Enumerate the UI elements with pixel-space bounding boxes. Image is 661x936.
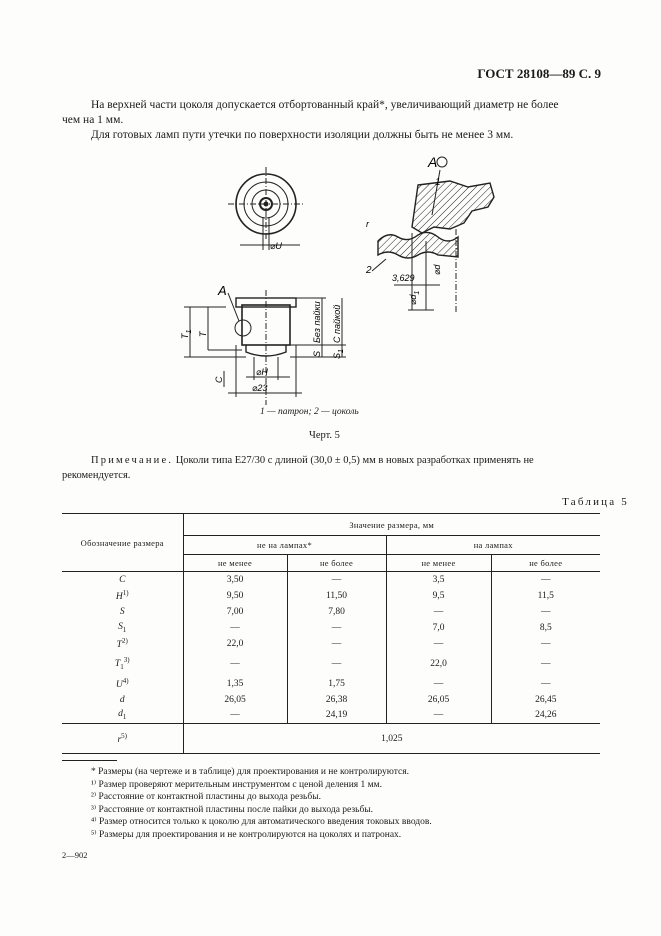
drawing-legend: 1 — патрон; 2 — цоколь	[260, 407, 359, 417]
table-row	[62, 604, 600, 620]
position-2-label: 2	[366, 265, 372, 276]
row-symbol: $S_1$	[62, 620, 183, 636]
table-cell: 1,75	[287, 676, 386, 692]
table-cell: —	[386, 604, 491, 620]
table-cell: —	[541, 606, 551, 617]
header-max-1: не более	[287, 555, 386, 572]
table-cell: —	[386, 708, 491, 724]
dim-t: T	[198, 331, 208, 337]
label-no-solder: Без пайки	[312, 301, 322, 343]
radius-label: r	[366, 219, 369, 229]
table-cell: —	[386, 636, 491, 652]
dim-23: ⌀23	[252, 383, 268, 393]
table-row	[62, 620, 600, 636]
table-row	[62, 692, 600, 708]
dim-3629: 3,629	[392, 273, 415, 283]
dim-s1: $S_1$	[332, 349, 345, 359]
dim-d1: $⌀d_1$	[408, 290, 421, 305]
footnote-star: * Размеры (на чертеже и в таблице) для проектирования и не контролируются.	[91, 767, 409, 777]
page-code: 2—902	[62, 850, 88, 860]
dim-u: ⌀U	[270, 241, 282, 251]
table-cell: 1,35	[183, 676, 287, 692]
figure-caption: Черт. 5	[309, 430, 340, 441]
dim-s: S	[312, 350, 322, 357]
footnotes	[91, 766, 432, 841]
table-cell: 26,45	[535, 694, 557, 705]
header-no-lamps: не на лампах*	[183, 536, 386, 555]
table-cell: 9,50	[183, 588, 287, 604]
footnote-3: ³⁾ Расстояние от контактной пластины после пайки до выхода резьбы.	[91, 804, 374, 815]
table-cell: 26,05	[386, 692, 491, 708]
paragraph-2: Для готовых ламп пути утечки по поверхности изоляции должны быть не менее 3 мм.	[91, 129, 514, 141]
table-cell: —	[287, 620, 386, 636]
dim-c: C	[214, 376, 224, 383]
table-cell: —	[183, 620, 287, 636]
header-max-2: не более	[491, 555, 600, 572]
table-cell: 3,50	[183, 572, 287, 588]
table-cell: 9,5	[386, 588, 491, 604]
header-min-2: не менее	[386, 555, 491, 572]
footnote-2: ²⁾ Расстояние от контактной пластины до выхода резьбы.	[91, 792, 321, 802]
table-cell: 11,50	[287, 588, 386, 604]
table-row	[62, 572, 600, 588]
table-title: Таблица 5	[562, 496, 629, 508]
table-cell: —	[541, 574, 551, 585]
header-designation: Обозначение размера	[62, 514, 183, 572]
table-cell: —	[541, 678, 551, 689]
header-min-1: не менее	[183, 555, 287, 572]
dim-d: ⌀d	[432, 264, 442, 275]
table-cell: 24,26	[535, 710, 557, 721]
label-a: A	[218, 283, 227, 298]
dim-h: ⌀H	[256, 367, 268, 377]
note-line-1	[91, 453, 534, 468]
row-symbol: d	[62, 692, 183, 708]
table-cell: 8,5	[539, 622, 552, 633]
table-cell: —	[386, 676, 491, 692]
table-cell: 11,5	[537, 590, 554, 601]
footnote-1: ¹⁾ Размер проверяют мерительным инструментом с ценой деления 1 мм.	[91, 779, 383, 790]
table-cell: 3,5	[386, 572, 491, 588]
footnote-divider	[62, 760, 117, 761]
table-row	[62, 676, 600, 692]
footnote-4: ⁴⁾ Размер относится только к цоколю для автоматического введения токовых вводов.	[91, 817, 432, 827]
table-cell: —	[287, 636, 386, 652]
note-text: Цоколи типа Е27/30 с длиной (30,0 ± 0,5) мм в новых разработках применять не	[175, 455, 534, 466]
position-1-label: 1	[435, 177, 441, 188]
note-label: Примечание.	[91, 455, 174, 466]
base-drawing	[150, 145, 530, 415]
table-row	[62, 652, 600, 676]
footnote-5: ⁵⁾ Размеры для проектирования и не контролируются на цоколях и патронах.	[91, 829, 402, 840]
page-header: ГОСТ 28108—89 С. 9	[477, 66, 601, 81]
table-row	[62, 636, 600, 652]
table-cell: 22,0	[183, 636, 287, 652]
table-cell: —	[287, 572, 386, 588]
table-cell: 26,05	[183, 692, 287, 708]
row-symbol: $H^{1)}$	[62, 588, 183, 604]
cell-r-value: 1,025	[381, 733, 403, 744]
paragraph-1: На верхней части цоколя допускается отбортованный край*, увеличивающий диаметр не более	[91, 99, 559, 111]
row-symbol: $T_1^{3)}$	[62, 652, 183, 676]
table-cell: 26,38	[287, 692, 386, 708]
label-with-solder: С пайкой	[332, 304, 342, 343]
table-cell: 7,0	[386, 620, 491, 636]
row-symbol: C	[62, 572, 183, 588]
table-cell: —	[287, 652, 386, 676]
table-row-r	[62, 724, 600, 754]
table-cell: —	[183, 652, 287, 676]
row-symbol: $U^{4)}$	[62, 676, 183, 692]
table-row	[62, 588, 600, 604]
row-symbol: $T^{2)}$	[62, 636, 183, 652]
table-cell: 7,80	[287, 604, 386, 620]
table-cell: —	[541, 638, 551, 649]
header-lamps: на лампах	[386, 536, 600, 555]
table-5	[62, 513, 600, 754]
row-symbol: $d_1$	[62, 708, 183, 724]
paragraph-1-cont: чем на 1 мм.	[62, 114, 124, 126]
table-cell: 22,0	[386, 652, 491, 676]
note-line-2: рекомендуется.	[62, 470, 131, 481]
header-value: Значение размера, мм	[183, 514, 600, 536]
table-cell: —	[183, 708, 287, 724]
dim-t1: $T_1$	[180, 329, 193, 339]
table-row	[62, 708, 600, 724]
table-cell: —	[541, 658, 551, 669]
row-symbol: $r^{5)}$	[62, 724, 183, 754]
table-cell: 7,00	[183, 604, 287, 620]
row-symbol: S	[62, 604, 183, 620]
view-label: A	[428, 154, 438, 170]
table-cell: 24,19	[287, 708, 386, 724]
